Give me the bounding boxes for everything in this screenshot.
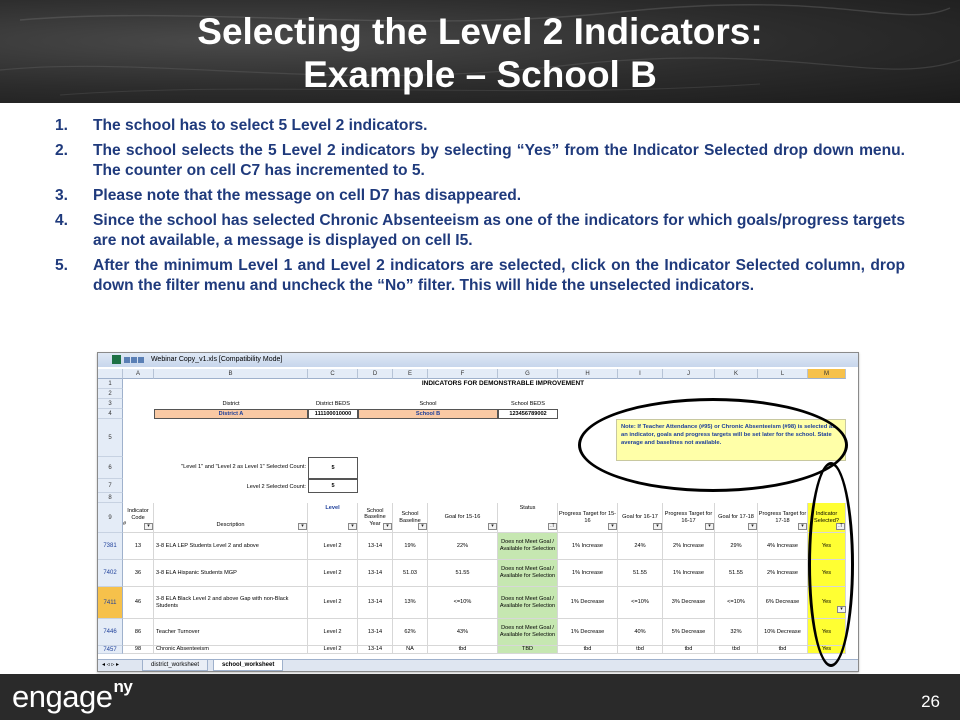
step-item	[55, 186, 905, 206]
cell-status: TBD	[498, 646, 558, 654]
step-number: 4.	[55, 212, 69, 229]
column-header-f[interactable]: F	[428, 369, 498, 379]
school-value[interactable]: School B	[358, 409, 498, 419]
step-number: 2.	[55, 142, 69, 159]
school-label: School	[419, 401, 437, 408]
cell-year: 13-14	[358, 646, 393, 654]
header-goal-1718: Goal for 17-18	[715, 503, 758, 533]
cell-pt2: 3% Decrease	[663, 587, 715, 619]
footer-bar	[0, 674, 960, 720]
row-header[interactable]: 7402	[98, 560, 123, 587]
spreadsheet-titlebar	[98, 353, 858, 367]
note-highlight-oval	[578, 398, 848, 492]
row-header[interactable]: 6	[98, 457, 123, 479]
cell-year: 13-14	[358, 587, 393, 619]
header-pt-1516: Progress Target for 15-16	[558, 503, 618, 533]
cell-sel[interactable]: Yes	[808, 560, 846, 587]
step-text: The school has to select 5 Level 2 indicators.	[93, 117, 428, 134]
filter-dropdown-icon[interactable]: ▾	[653, 523, 662, 530]
sheet-tab-bar	[98, 659, 858, 671]
row-header[interactable]: 2	[98, 389, 123, 399]
filter-dropdown-icon[interactable]: ▾	[383, 523, 392, 530]
cell-desc: 3-8 ELA Black Level 2 and above Gap with non-Black Students	[154, 587, 308, 619]
cell-pt2: tbd	[663, 646, 715, 654]
cell-pt1: tbd	[558, 646, 618, 654]
step-number: 1.	[55, 117, 69, 134]
row-header[interactable]: 7446	[98, 619, 123, 646]
header-goal-1617: Goal for 16-17	[618, 503, 663, 533]
cell-sel[interactable]: Yes	[808, 619, 846, 646]
engageny-logo	[12, 679, 132, 715]
cell-goal2: 40%	[618, 619, 663, 646]
tab-district-worksheet[interactable]: district_worksheet	[142, 660, 208, 671]
selected-column-highlight-oval	[808, 462, 854, 667]
cell-pt1: 1% Increase	[558, 533, 618, 560]
header-text: Indicator Code	[127, 508, 149, 521]
cell-status: Does not Meet Goal / Available for Selection	[498, 587, 558, 619]
step-item	[55, 116, 905, 136]
tab-school-worksheet[interactable]: school_worksheet	[213, 660, 283, 671]
level1-count-label: "Level 1" and "Level 2 as Level 1" Selected Count:	[181, 463, 306, 470]
row-header[interactable]: 4	[98, 409, 123, 419]
cell-goal2: <=10%	[618, 587, 663, 619]
header-pt-1617: Progress Target for 16-17	[663, 503, 715, 533]
save-icon	[124, 357, 130, 363]
cell-pt3: tbd	[758, 646, 808, 654]
cell-goal1: 22%	[428, 533, 498, 560]
cell-code: 98	[123, 646, 154, 654]
column-header-h[interactable]: H	[558, 369, 618, 379]
row-header[interactable]: 5	[98, 419, 123, 457]
column-header-c[interactable]: C	[308, 369, 358, 379]
cell-pt1: 1% Decrease	[558, 619, 618, 646]
steps-list	[55, 116, 905, 301]
filter-dropdown-icon[interactable]: ▾	[348, 523, 357, 530]
cell-goal3: 32%	[715, 619, 758, 646]
column-header-e[interactable]: E	[393, 369, 428, 379]
cell-goal1: <=10%	[428, 587, 498, 619]
cell-pt2: 5% Decrease	[663, 619, 715, 646]
school-beds-value[interactable]: 123456789002	[498, 409, 558, 419]
row-header[interactable]: 8	[98, 493, 123, 503]
cell-goal3: 29%	[715, 533, 758, 560]
district-value[interactable]: District A	[154, 409, 308, 419]
sheet-title: INDICATORS FOR DEMONSTRABLE IMPROVEMENT	[421, 380, 585, 388]
filter-applied-icon[interactable]: .T	[836, 523, 845, 530]
step-item	[55, 256, 905, 296]
column-header-l[interactable]: L	[758, 369, 808, 379]
filter-dropdown-icon[interactable]: ▾	[144, 523, 153, 530]
step-number: 3.	[55, 187, 69, 204]
cell-goal2: 51.55	[618, 560, 663, 587]
cell-pt3: 10% Decrease	[758, 619, 808, 646]
cell-goal1: 43%	[428, 619, 498, 646]
header-baseline-year: School Baseline Year	[358, 503, 393, 533]
cell-code: 36	[123, 560, 154, 587]
filter-dropdown-icon[interactable]: ▾	[705, 523, 714, 530]
column-header-i[interactable]: I	[618, 369, 663, 379]
step-text: The school selects the 5 Level 2 indicators by selecting “Yes” from the Indicator Selected drop down menu. The counter on cell C7 has incremented to 5.	[93, 142, 905, 179]
cell-pt1: 1% Increase	[558, 560, 618, 587]
header-pt-1718: Progress Target for 17-18	[758, 503, 808, 533]
header-description: Description	[154, 503, 308, 533]
filter-dropdown-icon[interactable]: ▾	[418, 523, 427, 530]
filter-dropdown-icon[interactable]: ▾	[748, 523, 757, 530]
cell-baseline: 13%	[393, 587, 428, 619]
excel-icon	[112, 355, 121, 364]
cell-goal2: tbd	[618, 646, 663, 654]
cell-goal3: <=10%	[715, 587, 758, 619]
level2-count-label: Level 2 Selected Count:	[246, 483, 306, 490]
logo-superscript: ny	[113, 677, 133, 696]
row-header[interactable]: 1	[98, 379, 123, 389]
column-header-k[interactable]: K	[715, 369, 758, 379]
undo-icon	[131, 357, 137, 363]
cell-code: 46	[123, 587, 154, 619]
cell-goal3: tbd	[715, 646, 758, 654]
filter-applied-icon[interactable]: .T	[548, 523, 557, 530]
column-header-a[interactable]: A	[123, 369, 154, 379]
column-header-j[interactable]: J	[663, 369, 715, 379]
cell-level: Level 2	[308, 619, 358, 646]
window-title: Webinar Copy_v1.xls [Compatibility Mode]	[150, 356, 283, 363]
cell-year: 13-14	[358, 560, 393, 587]
header-baseline: School Baseline	[393, 503, 428, 533]
cell-level: Level 2	[308, 587, 358, 619]
step-text: Since the school has selected Chronic Absenteeism as one of the indicators for which goals/progress targets are not available, a message is displayed on cell I5.	[93, 212, 905, 249]
step-text: After the minimum Level 1 and Level 2 indicators are selected, click on the Indicator Selected column, drop down the filter menu and uncheck the “No” filter. This will hide the unselected indicators.	[93, 257, 905, 294]
level2-count-value[interactable]: 5	[308, 479, 358, 493]
header-goal-1516: Goal for 15-16	[428, 503, 498, 533]
cell-baseline: 62%	[393, 619, 428, 646]
column-header-b[interactable]: B	[154, 369, 308, 379]
header-indicator-selected: Indicator Selected?	[808, 503, 846, 533]
cell-pt3: 2% Increase	[758, 560, 808, 587]
column-header-d[interactable]: D	[358, 369, 393, 379]
school-beds-label: School BEDS	[511, 401, 545, 408]
select-all-corner[interactable]	[98, 369, 123, 379]
filter-dropdown-icon[interactable]: ▾	[608, 523, 617, 530]
cell-sel[interactable]: Yes	[808, 533, 846, 560]
cell-desc: 3-8 ELA Hispanic Students MGP	[154, 560, 308, 587]
filter-dropdown-icon[interactable]: ▾	[798, 523, 807, 530]
cell-level: Level 2	[308, 646, 358, 654]
indicator-note: Note: If Teacher Attendance (#95) or Chronic Absenteeism (#98) is selected as an indicator, goals and progress targets will be set later for the school. State average and baselines not available.	[616, 419, 846, 461]
cell-status: Does not Meet Goal / Available for Selection	[498, 619, 558, 646]
district-beds-label: District BEDS	[316, 401, 350, 408]
cell-pt3: 6% Decrease	[758, 587, 808, 619]
step-item	[55, 141, 905, 181]
column-header-g[interactable]: G	[498, 369, 558, 379]
row-header[interactable]: 9	[98, 503, 123, 533]
step-number: 5.	[55, 257, 69, 274]
step-item	[55, 211, 905, 251]
cell-pt2: 2% Increase	[663, 533, 715, 560]
cell-goal2: 24%	[618, 533, 663, 560]
cell-baseline: NA	[393, 646, 428, 654]
cell-code: 86	[123, 619, 154, 646]
cell-desc: Teacher Turnover	[154, 619, 308, 646]
cell-pt3: 4% Increase	[758, 533, 808, 560]
row-header[interactable]: 7381	[98, 533, 123, 560]
cell-level: Level 2	[308, 533, 358, 560]
row-header[interactable]: 7457	[98, 646, 123, 654]
page-title-line-1: Selecting the Level 2 Indicators:	[197, 11, 763, 52]
cell-dropdown-icon[interactable]: ▾	[837, 606, 846, 613]
cell-pt2: 1% Increase	[663, 560, 715, 587]
page-number: 26	[921, 692, 940, 711]
redo-icon	[138, 357, 144, 363]
row-header[interactable]: 7	[98, 479, 123, 493]
page-title-line-2: Example – School B	[303, 54, 657, 95]
district-label: District	[222, 401, 240, 408]
cell-code: 13	[123, 533, 154, 560]
header-hash: #	[123, 521, 127, 528]
filter-dropdown-icon[interactable]: ▾	[488, 523, 497, 530]
cell-goal1: 51.55	[428, 560, 498, 587]
step-text: Please note that the message on cell D7 has disappeared.	[93, 187, 522, 204]
level1-count-value[interactable]: 5	[308, 457, 358, 479]
filter-dropdown-icon[interactable]: ▾	[298, 523, 307, 530]
tab-scroll-arrows-icon[interactable]: ◂ ◃ ▹ ▸	[102, 662, 120, 668]
district-beds-value[interactable]: 111100010000	[308, 409, 358, 419]
cell-year: 13-14	[358, 533, 393, 560]
cell-status: Does not Meet Goal / Available for Selection	[498, 533, 558, 560]
header-status: Status	[498, 503, 558, 533]
cell-goal1: tbd	[428, 646, 498, 654]
row-header[interactable]: 3	[98, 399, 123, 409]
cell-sel[interactable]: Yes	[808, 587, 846, 619]
row-header[interactable]: 7411	[98, 587, 123, 619]
cell-pt1: 1% Decrease	[558, 587, 618, 619]
cell-baseline: 51.03	[393, 560, 428, 587]
cell-year: 13-14	[358, 619, 393, 646]
title-banner	[0, 0, 960, 103]
cell-goal3: 51.55	[715, 560, 758, 587]
logo-text: engage	[12, 679, 113, 714]
header-level: Level	[308, 503, 358, 533]
cell-status: Does not Meet Goal / Available for Selection	[498, 560, 558, 587]
cell-desc: 3-8 ELA LEP Students Level 2 and above	[154, 533, 308, 560]
column-header-m[interactable]: M	[808, 369, 846, 379]
cell-baseline: 19%	[393, 533, 428, 560]
cell-sel[interactable]: Yes	[808, 646, 846, 654]
cell-desc: Chronic Absenteeism	[154, 646, 308, 654]
cell-level: Level 2	[308, 560, 358, 587]
